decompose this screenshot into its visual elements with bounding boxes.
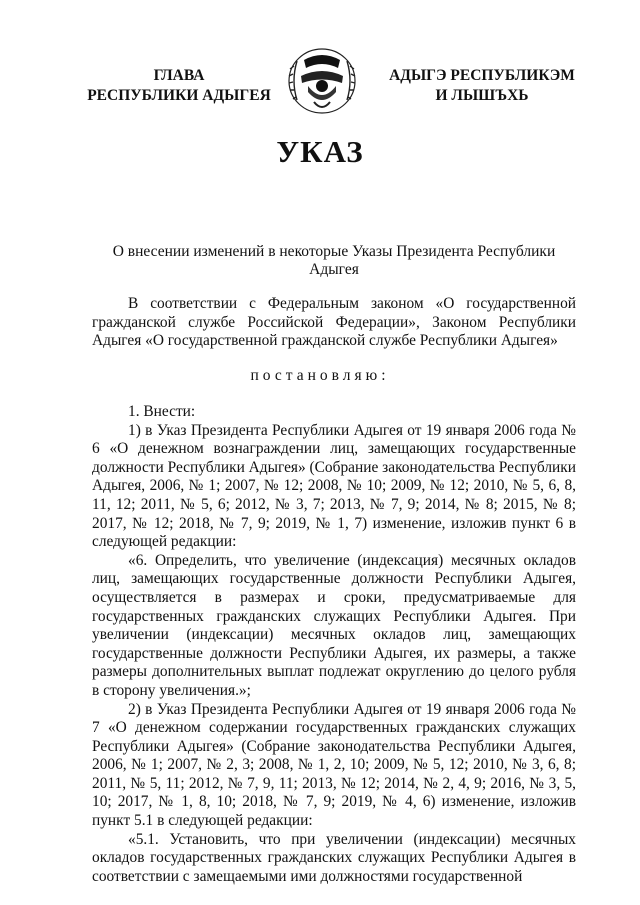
- item-1-intro: 1. Внести:: [128, 403, 196, 420]
- header-left-authority: [84, 66, 274, 106]
- decree-body: [92, 403, 576, 886]
- header-right-authority: [382, 66, 582, 106]
- quoted-clause-6: «6. Определить, что увеличение (индексация) месячных окладов лиц, замещающих государственные должности Республики Адыгея, осуществляется в размерах и сроки, предусматриваемые для государственных гражданских служащих Республики Адыгея. При увеличении (индексации) месячных окладов лиц, замещающих государственные должности Республики Адыгея, их размеры, а также размеры дополнительных выплат подлежат округлению до целого рубля в сторону увеличения.»;: [92, 551, 576, 699]
- item-1-subitem-2: 2) в Указ Президента Республики Адыгея от 19 января 2006 года № 7 «О денежном содержании государственных гражданских служащих Республики Адыгея» (Собрание законодательства Республики Адыгея, 2006, № 1; 2007, № 2, 3; 2008, № 1, 2, 10; 2009, № 5, 12; 2010, № 3, 6, 8; 2011, № 5, 11; 2012, № 7, 9, 11; 2013, № 12; 2014, № 2, 4, 9; 2016, № 3, 5, 10; 2017, № 1, 8, 10; 2018, № 7, 9; 2019, № 4, 6) изменение, изложив пункт 5.1 в следующей редакции:: [92, 700, 576, 830]
- document-subject: О внесении изменений в некоторые Указы Президента Республики Адыгея: [112, 243, 556, 278]
- header-left-line-1: ГЛАВА: [153, 67, 205, 84]
- decree-word: постановляю:: [250, 367, 390, 384]
- preamble-text: В соответствии с Федеральным законом «О государственной гражданской службе Российской Федерации», Законом Республики Адыгея «О государственной гражданской службе Республики Адыгея»: [92, 295, 576, 350]
- preamble-block: [92, 295, 576, 351]
- item-1-subitem-1: 1) в Указ Президента Республики Адыгея от 19 января 2006 года № 6 «О денежном вознаграждении лиц, замещающих государственные должности Республики Адыгея» (Собрание законодательства Республики Адыгея, 2006, № 1; 2007, № 12; 2008, № 10; 2009, № 12; 2010, № 5, 6, 8, 11, 12; 2011, № 5, 6; 2012, № 3, 7; 2013, № 7, 9; 2014, № 8; 2015, № 8; 2017, № 12; 2018, № 7, 9; 2019, № 1, 7) изменение, изложив пункт 6 в следующей редакции:: [92, 421, 576, 551]
- header-left-line-2: РЕСПУБЛИКИ АДЫГЕЯ: [87, 87, 271, 104]
- header-right-line-2: И ЛЫШЪХЬ: [435, 87, 529, 104]
- quoted-clause-5-1: «5.1. Установить, что при увеличении (индексации) месячных окладов государственных гражданских служащих Республики Адыгея в соответствии с замещаемыми ими должностями государственной: [92, 830, 576, 885]
- document-title: УКАЗ: [276, 134, 364, 169]
- header-right-line-1: АДЫГЭ РЕСПУБЛИКЭМ: [389, 67, 575, 84]
- coat-of-arms-icon: [284, 46, 360, 116]
